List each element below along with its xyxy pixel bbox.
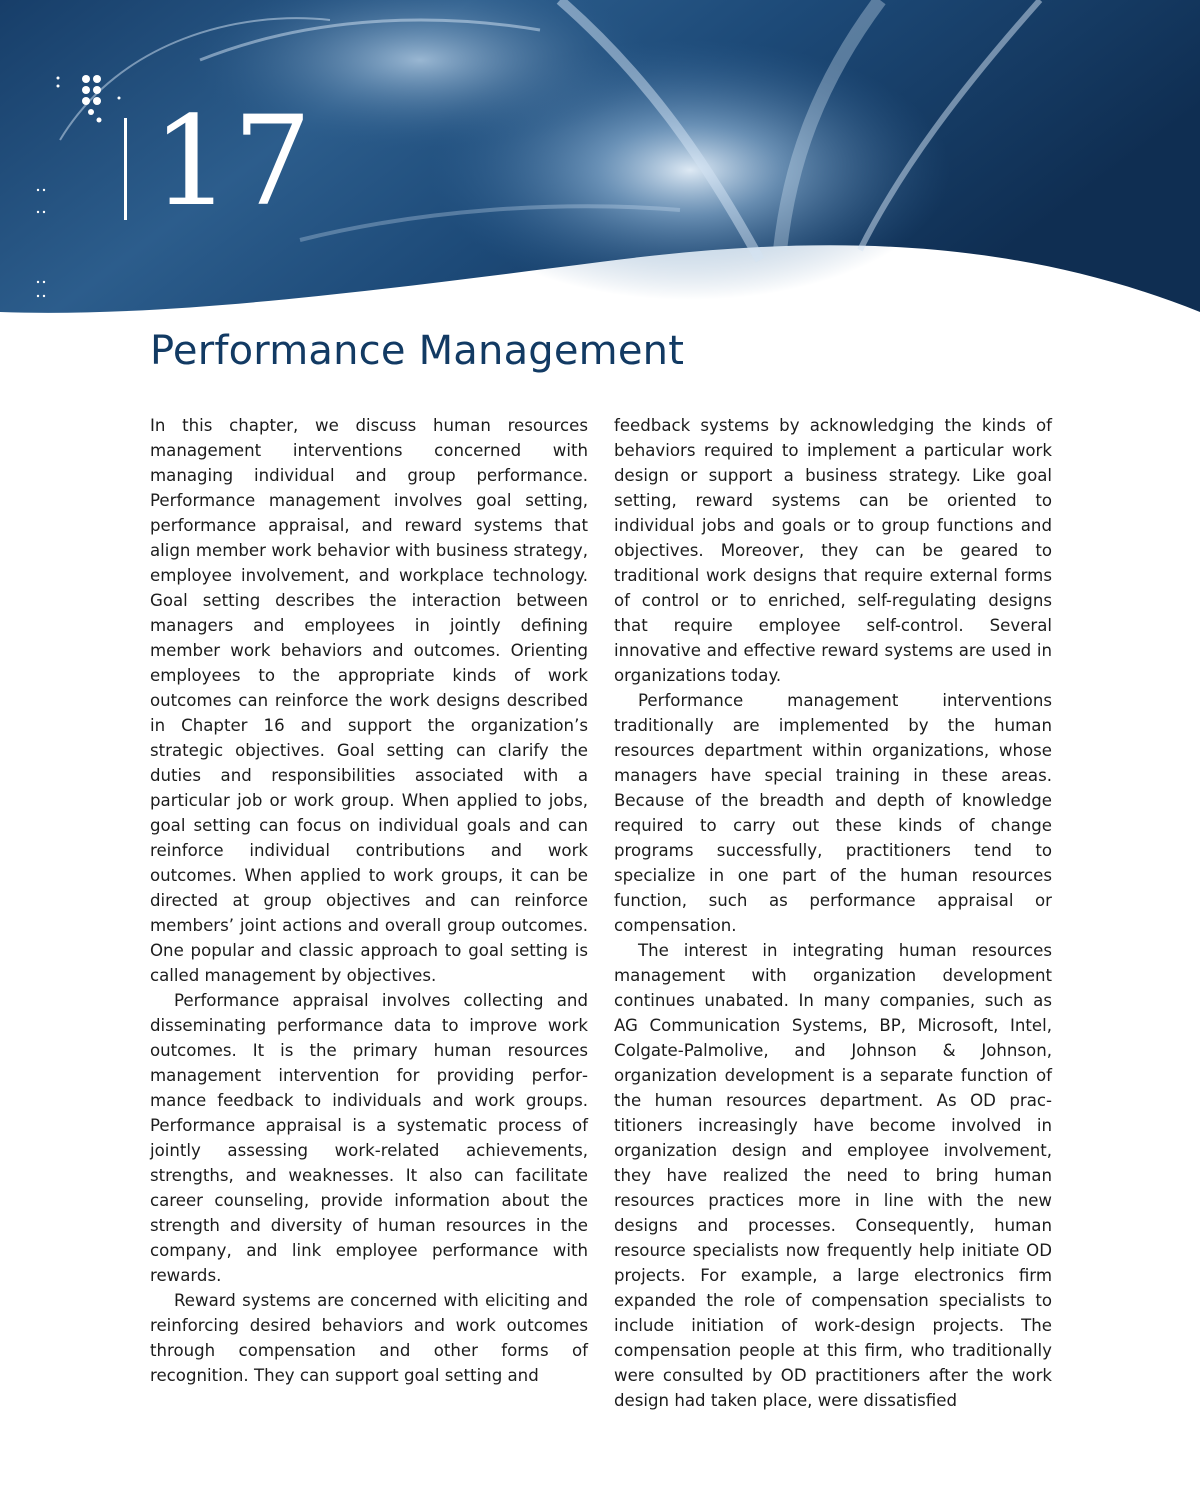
chapter-title: Performance Management (150, 328, 685, 374)
text-column-left (150, 413, 588, 1388)
paragraph: Performance management interventions traditionally are implemented by the human resources department within organizations, whose managers have special training in these areas. Because of the breadth and depth of knowledge required to carry out these kinds of change programs successfully, practitioners tend to specialize in one part of the human resources function, such as performance appraisal or compensation. (614, 691, 1052, 935)
paragraph: The interest in integrating human resources management with organization development continues unabated. In many companies, such as AG Communication Systems, BP, Microsoft, Intel, Colgate-Palmolive, and Johnson & Johnson, organization development is a separate function of the human resources department. As OD practitioners increasingly have become involved in organization design and employee involvement, they have realized the need to bring human resources practices more in line with the new designs and processes. Consequently, human resource specialists now frequently help initiate OD projects. For example, a large electronics firm expanded the role of compensation specialists to include initiation of work-design projects. The compensation people at this firm, who traditionally were consulted by OD practitioners after the work design had taken place, were dissatisfied (614, 941, 1052, 1410)
text-column-right (614, 413, 1052, 1413)
chapter-number: 17 (152, 90, 314, 234)
paragraph: Performance appraisal involves collecting and disseminating performance data to improve work outcomes. It is the primary human resources management intervention for providing performance feedback to individuals and work groups. Performance appraisal is a systematic process of jointly assessing work-related achievements, strengths, and weaknesses. It also can facilitate career counseling, provide information about the strength and diversity of human resources in the company, and link employee performance with rewards. (150, 991, 588, 1285)
chapter-divider-bar (124, 118, 127, 220)
paragraph: In this chapter, we discuss human resources management interventions concerned with managing individual and group performance. Performance management involves goal setting, performance appraisal, and reward systems that align member work behavior with business strategy, employee involvement, and workplace technology. Goal setting describes the interaction between managers and employees in jointly defining member work behaviors and outcomes. Orienting employees to the appropriate kinds of work outcomes can reinforce the work designs described in Chapter 16 and support the organization’s strategic objectives. Goal setting can clarify the duties and responsibilities associated with a particular job or work group. When applied to jobs, goal setting can focus on individual goals and can reinforce individual contributions and work outcomes. When applied to work groups, it can be directed at group objectives and can reinforce members’ joint actions and overall group outcomes. One popular and classic approach to goal setting is called management by objectives. (150, 416, 588, 985)
paragraph: feedback systems by acknowledging the kinds of behaviors required to implement a particular work design or support a business strategy. Like goal setting, reward systems can be oriented to individual jobs and goals or to group functions and objectives. Moreover, they can be geared to traditional work designs that require external forms of control or to enriched, self-regulating designs that require employee self-control. Several innovative and effective reward systems are used in organizations today. (614, 416, 1052, 685)
paragraph: Reward systems are concerned with eliciting and reinforcing desired behaviors and work outcomes through compensation and other forms of recognition. They can support goal setting and (150, 1291, 588, 1385)
